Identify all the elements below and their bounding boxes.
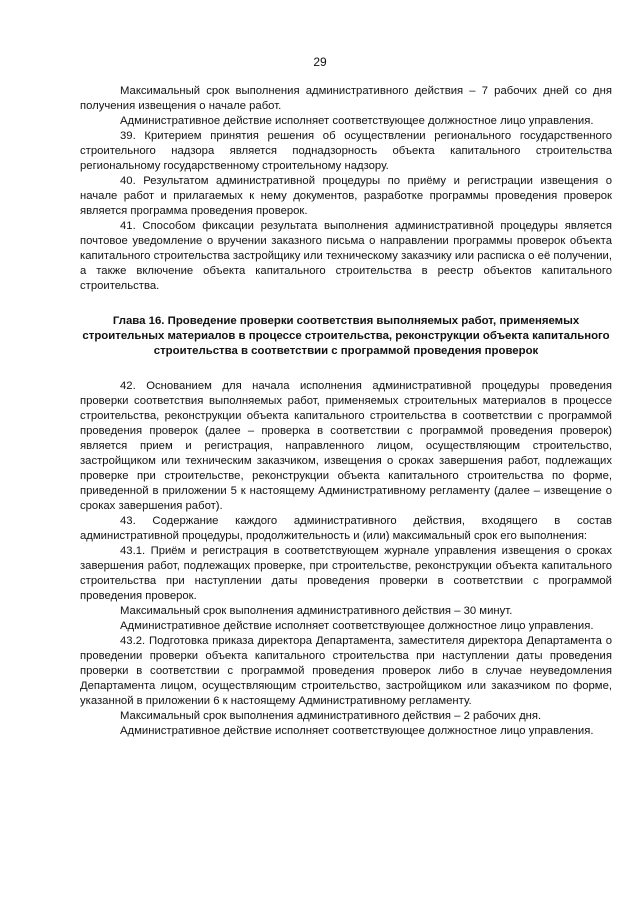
paragraph: 43. Содержание каждого административного действия, входящего в состав административной процедуры, продолжительность и (или) максимальный срок его выполнения: <box>80 515 612 542</box>
paragraph: 40. Результатом административной процедуры по приёму и регистрации извещения о начале работ и прилагаемых к нему документов, разработке программы проведения проверок является программа проведения проверок. <box>80 175 612 217</box>
chapter-heading: Глава 16. Проведение проверки соответствия выполняемых работ, применяемых строительных материалов в процессе строительства, реконструкции объекта капитального строительства в соответствии с программой проведения проверок <box>82 315 610 357</box>
paragraph: Административное действие исполняет соответствующее должностное лицо управления. <box>120 115 594 127</box>
paragraph: 41. Способом фиксации результата выполнения административной процедуры является почтовое уведомление о вручении заказного письма о направлении программы проверок объекта капитального строительства застройщику или техническому заказчику или расписка о её получении, а также включение объекта капитального строительства в реестр объектов капитального строительства. <box>80 220 612 292</box>
paragraph: Максимальный срок выполнения административного действия – 30 минут. <box>120 605 513 617</box>
paragraph: 43.1. Приём и регистрация в соответствующем журнале управления извещения о сроках завершения работ, подлежащих проверке, при строительстве, реконструкции объекта капитального строительства при наступлении даты проведения проверки в соответствии с программой проведения проверок. <box>80 545 612 602</box>
paragraph: 39. Критерием принятия решения об осуществлении регионального государственного строительного надзора является поднадзорность объекта капитального строительства региональному государственному строительному надзору. <box>80 130 612 172</box>
paragraph: Максимальный срок выполнения административного действия – 2 рабочих дня. <box>120 710 542 722</box>
paragraph: 43.2. Подготовка приказа директора Департамента, заместителя директора Департамента о проведении проверки объекта капитального строительства при наступлении даты проведения проверки в соответствии с программой проведения проверок либо в случае неуведомления Департамента лицом, осуществляющим строительство, застройщиком или заказчиком по форме, указанной в приложении 6 к настоящему Административному регламенту. <box>80 635 612 707</box>
document-body <box>80 84 612 739</box>
paragraph: 42. Основанием для начала исполнения административной процедуры проведения проверки соответствия выполняемых работ, применяемых строительных материалов в процессе строительства, реконструкции объекта капитального строительства в соответствии с программой проведения проверок (далее – проверка в соответствии с программой проведения проверок) является прием и регистрация, направленного лицом, осуществляющим строительство, застройщиком или техническим заказчиком, извещения о сроках завершения работ, подлежащих проверке при строительстве, реконструкции объекта капитального строительства по форме, приведенной в приложении 5 к настоящему Административному регламенту (далее – извещение о сроках завершения работ). <box>80 380 612 512</box>
paragraph: Административное действие исполняет соответствующее должностное лицо управления. <box>120 725 594 737</box>
paragraph: Административное действие исполняет соответствующее должностное лицо управления. <box>120 620 594 632</box>
paragraph: Максимальный срок выполнения административного действия – 7 рабочих дней со дня получения извещения о начале работ. <box>80 85 612 112</box>
page-number: 29 <box>313 55 327 69</box>
